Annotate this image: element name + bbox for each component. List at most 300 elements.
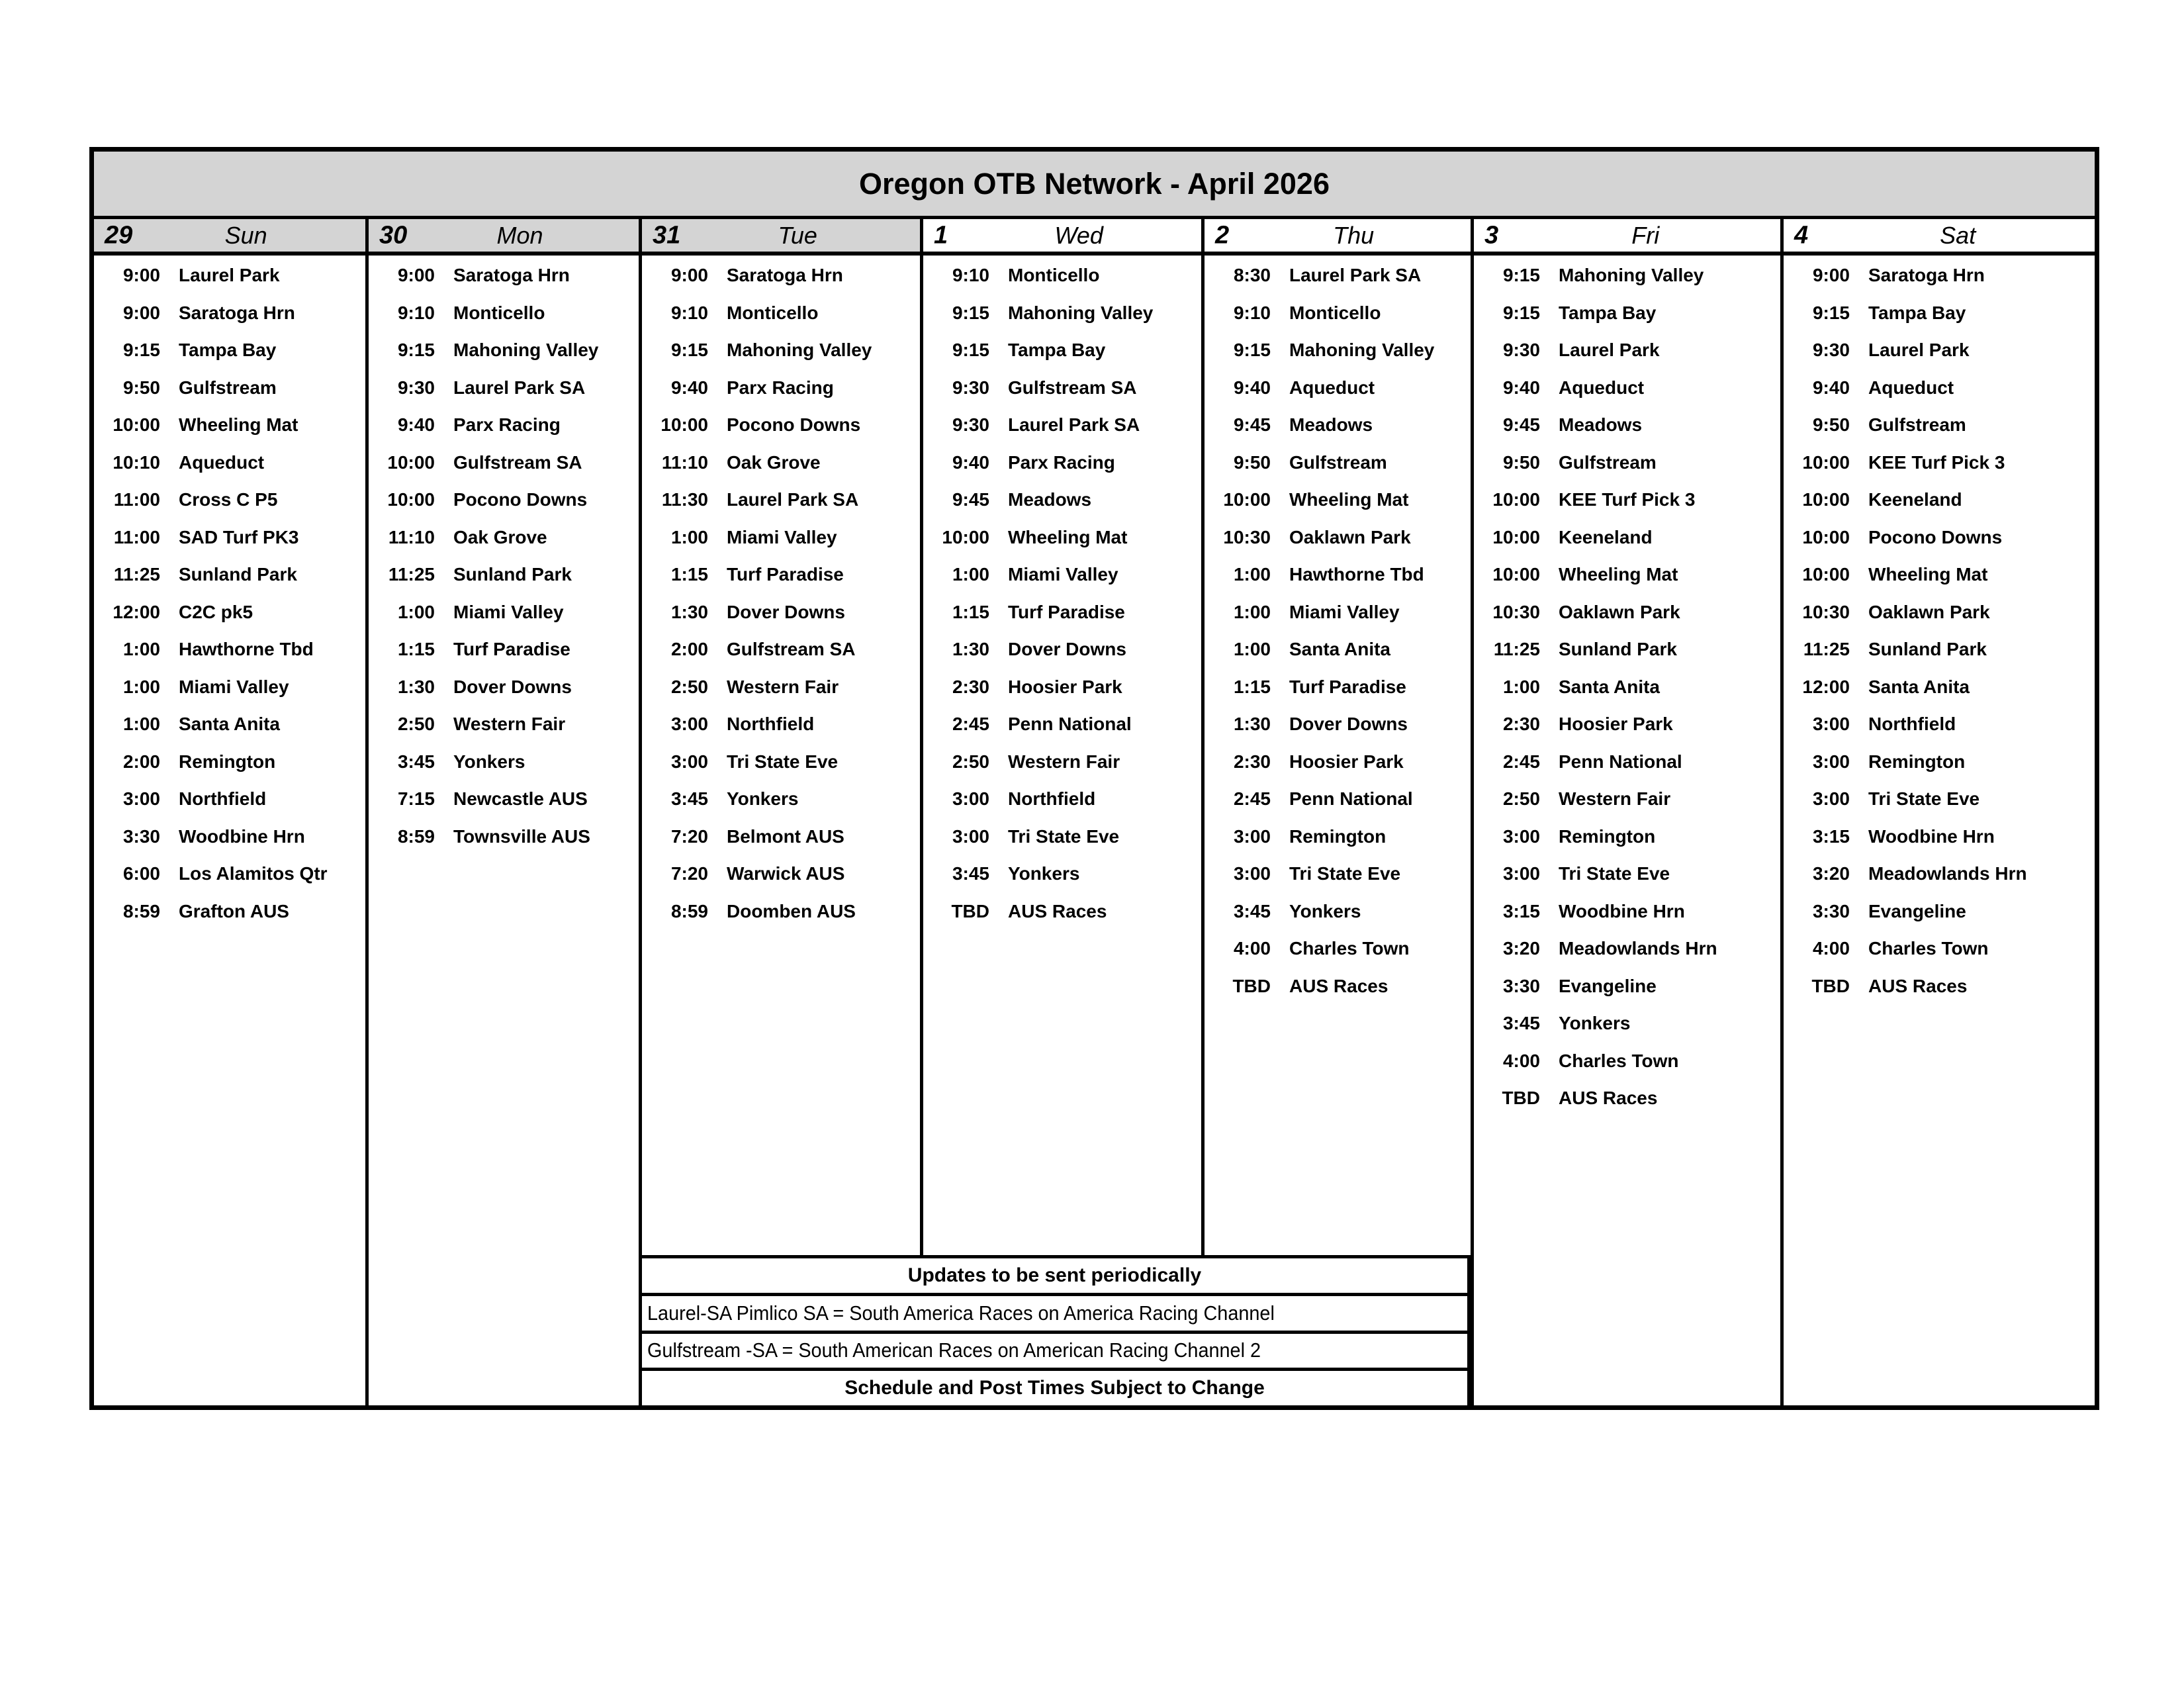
entry-track: Dover Downs [1008, 639, 1126, 660]
entry-time: 10:10 [113, 451, 160, 473]
schedule-entry [94, 594, 365, 632]
schedule-entry [923, 556, 1201, 594]
entry-track: Aqueduct [179, 451, 265, 473]
notes-panel [639, 1255, 1471, 1405]
schedule-entry [1205, 556, 1471, 594]
entry-time: 11:10 [388, 526, 435, 547]
note-gulfstream-sa [642, 1334, 1467, 1372]
schedule-entry [1474, 332, 1780, 369]
schedule-entry [94, 780, 365, 818]
entry-time: 1:15 [670, 564, 708, 585]
entry-time: 1:00 [122, 639, 160, 660]
schedule-entry [1205, 257, 1471, 295]
entry-track: Remington [1289, 825, 1387, 847]
schedule-entry [1205, 631, 1471, 669]
entry-time: 9:30 [952, 414, 989, 436]
schedule-entry [1205, 930, 1471, 968]
entry-time: 3:45 [952, 863, 989, 884]
entry-track: Grafton AUS [179, 900, 289, 921]
note-updates-text: Updates to be sent periodically [907, 1264, 1202, 1286]
schedule-entry [923, 295, 1201, 332]
entry-track: Laurel Park SA [1289, 265, 1422, 286]
schedule-entry [94, 519, 365, 557]
schedule-entry [642, 743, 920, 781]
entry-track: Gulfstream [1559, 451, 1657, 473]
entry-track: Tampa Bay [179, 340, 277, 361]
entry-time: 3:00 [1233, 863, 1271, 884]
entry-track: Northfield [1868, 714, 1956, 735]
entry-track: Miami Valley [1008, 564, 1118, 585]
entry-time: 12:00 [1802, 676, 1850, 697]
schedule-entry [369, 406, 639, 444]
entry-track: Tri State Eve [1868, 788, 1980, 810]
entry-time: 9:00 [397, 265, 435, 286]
entry-track: Monticello [1289, 302, 1381, 323]
day-name: Mon [496, 221, 543, 249]
schedule-entry [642, 406, 920, 444]
entry-track: Oaklawn Park [1289, 526, 1411, 547]
entry-time: 9:50 [1233, 451, 1271, 473]
entry-time: 1:00 [1233, 601, 1271, 622]
entry-time: 2:45 [1233, 788, 1271, 810]
entry-track: Sunland Park [453, 564, 572, 585]
entry-track: Gulfstream [1868, 414, 1966, 436]
schedule-entry [1474, 481, 1780, 519]
schedule-entry [1474, 1080, 1780, 1117]
schedule-entry [1784, 669, 2095, 706]
entry-track: AUS Races [1008, 900, 1107, 921]
schedule-entry [94, 406, 365, 444]
entry-time: 3:00 [1502, 825, 1540, 847]
entry-time: 10:00 [113, 414, 160, 436]
entry-time: 3:00 [1812, 788, 1850, 810]
schedule-entry [369, 780, 639, 818]
day-column-fri [1471, 219, 1780, 1405]
entry-track: Tampa Bay [1868, 302, 1966, 323]
entry-track: Meadowlands Hrn [1559, 938, 1717, 959]
entry-track: Miami Valley [453, 601, 564, 622]
entry-track: Aqueduct [1289, 377, 1375, 398]
entry-time: 2:30 [1233, 751, 1271, 772]
day-column-tue [639, 219, 920, 1405]
entry-time: 1:00 [670, 526, 708, 547]
schedule-entry [642, 556, 920, 594]
schedule-entry [1784, 818, 2095, 856]
schedule-entry [1205, 968, 1471, 1006]
entry-time: TBD [1502, 1088, 1540, 1109]
entry-track: Mahoning Valley [1008, 302, 1154, 323]
entries-list [94, 257, 365, 930]
schedule-entry [1474, 968, 1780, 1006]
entry-time: 12:00 [113, 601, 160, 622]
schedule-entry [1474, 780, 1780, 818]
day-name: Thu [1333, 221, 1375, 249]
entry-time: TBD [1811, 975, 1850, 996]
entry-track: Meadowlands Hrn [1868, 863, 2027, 884]
entry-time: 11:00 [113, 526, 160, 547]
entry-time: 1:15 [397, 639, 435, 660]
entry-time: 1:00 [122, 676, 160, 697]
entry-track: Penn National [1289, 788, 1413, 810]
entry-track: Hoosier Park [1559, 714, 1673, 735]
entry-time: 11:10 [661, 451, 708, 473]
day-name: Wed [1054, 221, 1103, 249]
schedule-entry [1784, 295, 2095, 332]
entry-time: 9:40 [952, 451, 989, 473]
schedule-entry [1784, 594, 2095, 632]
schedule-entry [1474, 818, 1780, 856]
schedule-entry [369, 257, 639, 295]
entry-time: 10:00 [1802, 489, 1850, 510]
schedule-entry [1474, 406, 1780, 444]
schedule-entry [1784, 481, 2095, 519]
day-date: 4 [1794, 221, 1809, 249]
entry-track: Northfield [179, 788, 267, 810]
entry-track: Gulfstream SA [453, 451, 582, 473]
schedule-entry [1205, 893, 1471, 931]
entry-track: Aqueduct [1868, 377, 1954, 398]
entry-time: 7:15 [397, 788, 435, 810]
entry-time: 4:00 [1502, 1050, 1540, 1071]
entry-time: 3:15 [1502, 900, 1540, 921]
day-name: Fri [1631, 221, 1660, 249]
schedule-entry [1205, 406, 1471, 444]
day-date: 29 [105, 221, 133, 249]
schedule-entry [923, 369, 1201, 407]
schedule-entry [94, 481, 365, 519]
entry-time: 9:30 [1502, 340, 1540, 361]
note-subject-to-change [642, 1371, 1467, 1405]
entry-time: 3:00 [1233, 825, 1271, 847]
schedule-entry [369, 818, 639, 856]
schedule-entry [94, 332, 365, 369]
entry-time: 3:45 [397, 751, 435, 772]
entry-time: 3:45 [1233, 900, 1271, 921]
entry-time: 9:40 [1233, 377, 1271, 398]
entry-time: 9:15 [1233, 340, 1271, 361]
day-date: 3 [1484, 221, 1499, 249]
entry-track: AUS Races [1868, 975, 1968, 996]
schedule-entry [369, 743, 639, 781]
entry-track: Sunland Park [179, 564, 297, 585]
schedule-entry [369, 631, 639, 669]
entry-track: Tampa Bay [1008, 340, 1106, 361]
entry-track: Pocono Downs [1868, 526, 2003, 547]
entry-time: 10:00 [387, 489, 435, 510]
schedule-entry [1474, 669, 1780, 706]
entry-track: Hawthorne Tbd [1289, 564, 1424, 585]
entry-track: Wheeling Mat [179, 414, 298, 436]
entry-track: Turf Paradise [1289, 676, 1406, 697]
schedule-entry [1784, 369, 2095, 407]
entry-track: Monticello [453, 302, 545, 323]
entry-time: 9:00 [122, 265, 160, 286]
entry-track: Yonkers [1008, 863, 1080, 884]
schedule-entry [94, 855, 365, 893]
entry-track: Keeneland [1559, 526, 1653, 547]
schedule-entry [1474, 1005, 1780, 1043]
entry-track: Charles Town [1868, 938, 1989, 959]
entry-time: 2:45 [952, 714, 989, 735]
schedule-entry [369, 669, 639, 706]
entry-track: Mahoning Valley [727, 340, 872, 361]
entry-track: Oak Grove [727, 451, 821, 473]
entry-track: Mahoning Valley [1289, 340, 1435, 361]
schedule-entry [94, 669, 365, 706]
entry-track: Miami Valley [1289, 601, 1400, 622]
entry-track: Laurel Park [1868, 340, 1970, 361]
entry-track: Penn National [1559, 751, 1682, 772]
schedule-entry [369, 594, 639, 632]
schedule-entry [1474, 295, 1780, 332]
schedule-entry [642, 519, 920, 557]
entry-time: 9:10 [397, 302, 435, 323]
entry-track: Keeneland [1868, 489, 1962, 510]
entries-list [642, 257, 920, 930]
entry-time: 9:15 [670, 340, 708, 361]
entry-time: 2:00 [670, 639, 708, 660]
entry-time: 7:20 [670, 825, 708, 847]
schedule-entry [1784, 406, 2095, 444]
entry-time: 9:10 [952, 265, 989, 286]
entry-time: 1:00 [122, 714, 160, 735]
entry-time: 3:20 [1812, 863, 1850, 884]
entry-track: Tri State Eve [1559, 863, 1670, 884]
entry-time: 11:25 [1493, 639, 1540, 660]
entry-time: 3:30 [1502, 975, 1540, 996]
entry-time: 9:00 [670, 265, 708, 286]
entry-track: Newcastle AUS [453, 788, 588, 810]
entry-time: 10:00 [942, 526, 989, 547]
entry-track: Saratoga Hrn [179, 302, 295, 323]
entry-track: KEE Turf Pick 3 [1559, 489, 1696, 510]
entry-track: Santa Anita [1289, 639, 1390, 660]
schedule-entry [1205, 780, 1471, 818]
entry-time: 1:30 [397, 676, 435, 697]
entry-track: Monticello [1008, 265, 1100, 286]
schedule-entry [642, 893, 920, 931]
entry-track: Belmont AUS [727, 825, 844, 847]
entry-track: Dover Downs [727, 601, 845, 622]
note-laurel-sa-text: Laurel-SA Pimlico SA = South America Races on America Racing Channel [647, 1301, 1275, 1325]
entry-track: C2C pk5 [179, 601, 253, 622]
schedule-entry [1205, 332, 1471, 369]
schedule-entry [1474, 631, 1780, 669]
schedule-entry [1784, 930, 2095, 968]
entries-list [1784, 257, 2095, 1005]
entry-track: Tri State Eve [1008, 825, 1120, 847]
entry-time: 1:15 [1233, 676, 1271, 697]
schedule-entry [642, 855, 920, 893]
entry-time: 10:00 [1223, 489, 1271, 510]
schedule-entry [1205, 818, 1471, 856]
day-date: 1 [934, 221, 948, 249]
entry-time: 3:00 [122, 788, 160, 810]
entry-track: Pocono Downs [453, 489, 588, 510]
schedule-table [89, 147, 2099, 1410]
entry-time: 9:30 [1812, 340, 1850, 361]
entry-time: 10:00 [387, 451, 435, 473]
entry-track: Woodbine Hrn [1559, 900, 1685, 921]
schedule-entry [1474, 1043, 1780, 1080]
entry-track: Oaklawn Park [1868, 601, 1990, 622]
entry-track: KEE Turf Pick 3 [1868, 451, 2005, 473]
entry-track: Charles Town [1559, 1050, 1679, 1071]
schedule-entry [94, 631, 365, 669]
schedule-entry [1784, 893, 2095, 931]
page-title: Oregon OTB Network - April 2026 [94, 152, 2095, 219]
entry-track: Wheeling Mat [1289, 489, 1409, 510]
entry-time: 9:40 [670, 377, 708, 398]
entry-track: Mahoning Valley [1559, 265, 1704, 286]
entry-time: 2:50 [397, 714, 435, 735]
entry-time: 3:00 [952, 825, 989, 847]
schedule-entry [923, 406, 1201, 444]
schedule-entry [923, 855, 1201, 893]
schedule-entry [923, 818, 1201, 856]
schedule-entry [94, 743, 365, 781]
schedule-entry [923, 706, 1201, 743]
schedule-entry [1474, 893, 1780, 931]
schedule-entry [1474, 556, 1780, 594]
schedule-entry [642, 257, 920, 295]
entry-track: Pocono Downs [727, 414, 861, 436]
schedule-entry [94, 369, 365, 407]
schedule-entry [1205, 295, 1471, 332]
schedule-entry [369, 332, 639, 369]
entry-track: Townsville AUS [453, 825, 590, 847]
entry-track: Parx Racing [727, 377, 834, 398]
entry-time: 8:30 [1233, 265, 1271, 286]
entry-track: Wheeling Mat [1008, 526, 1128, 547]
schedule-entry [1784, 631, 2095, 669]
entry-time: 9:40 [397, 414, 435, 436]
entry-track: Saratoga Hrn [727, 265, 843, 286]
entry-time: 10:00 [1802, 526, 1850, 547]
entry-time: 11:25 [388, 564, 435, 585]
entry-time: 9:15 [397, 340, 435, 361]
schedule-entry [1784, 556, 2095, 594]
schedule-entry [1205, 594, 1471, 632]
schedule-entry [642, 631, 920, 669]
entry-time: 9:45 [1502, 414, 1540, 436]
entry-time: 11:25 [113, 564, 160, 585]
schedule-entry [1205, 669, 1471, 706]
entry-time: 9:40 [1502, 377, 1540, 398]
schedule-entry [369, 519, 639, 557]
entries-list [923, 257, 1201, 930]
day-column-sat [1780, 219, 2095, 1405]
entry-time: 9:15 [1502, 265, 1540, 286]
entry-track: AUS Races [1559, 1088, 1658, 1109]
entry-track: Northfield [727, 714, 815, 735]
entry-time: 9:00 [1812, 265, 1850, 286]
entry-track: Western Fair [1008, 751, 1120, 772]
entry-track: Turf Paradise [1008, 601, 1125, 622]
entry-track: Wheeling Mat [1559, 564, 1678, 585]
day-date: 30 [379, 221, 408, 249]
entry-track: Monticello [727, 302, 819, 323]
entry-time: 9:50 [122, 377, 160, 398]
entry-track: Santa Anita [1559, 676, 1660, 697]
day-name: Sat [1940, 221, 1976, 249]
schedule-entry [1474, 519, 1780, 557]
entry-time: 1:00 [952, 564, 989, 585]
entry-time: 8:59 [122, 900, 160, 921]
schedule-entry [1474, 444, 1780, 482]
entry-time: 2:50 [1502, 788, 1540, 810]
schedule-entry [1784, 968, 2095, 1006]
entry-time: 1:30 [952, 639, 989, 660]
entry-time: 2:50 [952, 751, 989, 772]
entry-time: 3:00 [1812, 714, 1850, 735]
schedule-entry [1205, 444, 1471, 482]
entry-time: 2:50 [670, 676, 708, 697]
entry-track: Hawthorne Tbd [179, 639, 314, 660]
entries-list [1474, 257, 1780, 1117]
entry-time: 9:15 [952, 340, 989, 361]
entry-track: Gulfstream SA [1008, 377, 1137, 398]
entry-track: Meadows [1008, 489, 1092, 510]
entry-time: 10:00 [1802, 451, 1850, 473]
entry-time: 10:00 [1492, 564, 1540, 585]
schedule-entry [923, 594, 1201, 632]
schedule-entry [923, 631, 1201, 669]
schedule-entry [369, 706, 639, 743]
schedule-entry [94, 257, 365, 295]
schedule-entry [1784, 257, 2095, 295]
schedule-entry [642, 295, 920, 332]
entry-time: 9:50 [1502, 451, 1540, 473]
entry-time: 10:30 [1223, 526, 1271, 547]
entry-track: Laurel Park SA [453, 377, 586, 398]
entry-track: Gulfstream SA [727, 639, 856, 660]
entry-time: 10:00 [1492, 526, 1540, 547]
entry-time: TBD [951, 900, 989, 921]
schedule-entry [923, 743, 1201, 781]
schedule-entry [1784, 332, 2095, 369]
entry-track: Tri State Eve [1289, 863, 1401, 884]
entry-track: Santa Anita [1868, 676, 1970, 697]
entry-time: 2:00 [122, 751, 160, 772]
entries-list [1205, 257, 1471, 1005]
schedule-entry [94, 444, 365, 482]
entry-track: Saratoga Hrn [1868, 265, 1985, 286]
entry-track: Laurel Park [179, 265, 280, 286]
entry-time: 3:30 [122, 825, 160, 847]
schedule-entry [1784, 743, 2095, 781]
entries-list [369, 257, 639, 855]
entry-time: 10:00 [1802, 564, 1850, 585]
schedule-entry [923, 669, 1201, 706]
schedule-entry [1474, 855, 1780, 893]
entry-time: 1:30 [1233, 714, 1271, 735]
note-gulfstream-sa-text: Gulfstream -SA = South American Races on American Racing Channel 2 [647, 1338, 1261, 1362]
entry-time: 3:00 [670, 714, 708, 735]
entry-time: 3:45 [670, 788, 708, 810]
entry-track: Hoosier Park [1289, 751, 1404, 772]
schedule-entry [369, 556, 639, 594]
entry-track: Turf Paradise [453, 639, 570, 660]
entry-time: 2:45 [1502, 751, 1540, 772]
schedule-entry [642, 369, 920, 407]
schedule-entry [369, 481, 639, 519]
entry-track: AUS Races [1289, 975, 1388, 996]
entry-track: Yonkers [453, 751, 525, 772]
entry-track: Woodbine Hrn [1868, 825, 1995, 847]
entry-track: Warwick AUS [727, 863, 845, 884]
schedule-entry [1784, 444, 2095, 482]
